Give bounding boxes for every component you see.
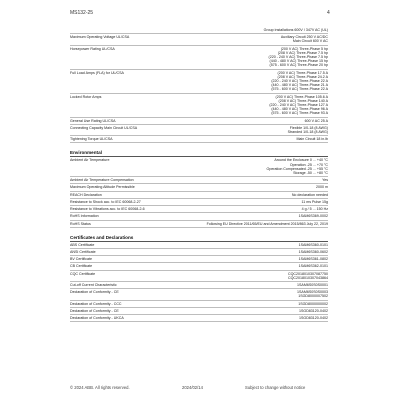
spec-row — [70, 290, 328, 298]
row-divider — [70, 205, 328, 206]
spec-label: Tightening Torque UL/CSA — [70, 137, 113, 142]
spec-row — [70, 316, 328, 320]
row-divider — [70, 33, 328, 34]
spec-value: (200 V AC) Three-Phase 105.6 A — [275, 94, 328, 99]
footer-notice: Subject to change without notice — [245, 385, 306, 390]
row-divider — [70, 255, 328, 256]
spec-row — [70, 185, 328, 189]
spec-value: 1SAM6S0S0S0001 — [297, 282, 328, 287]
spec-label: Connecting Capacity Main Circuit UL/CSA — [70, 125, 138, 130]
spec-row — [70, 35, 328, 43]
row-divider — [70, 227, 328, 228]
spec-row — [70, 257, 328, 261]
row-divider — [70, 300, 328, 301]
row-divider — [70, 288, 328, 289]
row-divider — [70, 241, 328, 242]
document-id: MS132-25 — [70, 10, 94, 16]
spec-value: Main Circuit 600 V AC — [292, 39, 328, 44]
spec-value: Yes — [322, 178, 328, 183]
spec-row — [70, 302, 328, 306]
spec-label: Locked Rotor Amps — [70, 94, 102, 99]
spec-value: Operation Compensated -25 ... +55 °C — [266, 166, 328, 171]
row-divider — [70, 142, 328, 143]
row-divider — [70, 307, 328, 308]
spec-value: 1SAM6S369-0002 — [298, 214, 328, 219]
spec-value: 1SAM6S0S0S0003 — [297, 290, 328, 295]
spec-row — [70, 28, 328, 32]
spec-label: Horsepower Rating UL/CSA — [70, 46, 115, 51]
spec-row — [70, 193, 328, 197]
row-divider — [70, 117, 328, 118]
spec-row — [70, 207, 328, 211]
spec-value: (440 - 480 V AC) Three-Phase 96 A — [271, 107, 328, 112]
row-divider — [70, 198, 328, 199]
spec-value: (220 - 240 V AC) Three-Phase 22 A — [271, 79, 328, 84]
spec-label: Declaration of Conformity - CE — [70, 290, 119, 295]
spec-value: Storage -50 ... +80 °C — [293, 171, 328, 176]
spec-value: CQC2018010307043864 — [288, 275, 328, 280]
spec-row — [70, 214, 328, 218]
spec-label: General Use Rating UL/CSA — [70, 118, 116, 123]
spec-value: (208 V AC) Three-Phase 7.5 hp — [277, 50, 328, 55]
spec-value: 1SGD83120-0402 — [299, 308, 328, 313]
spec-value: (220 - 240 V AC) Three-Phase 7.5 hp — [268, 55, 328, 60]
spec-row — [70, 264, 328, 268]
spec-value: 1SGD8000007502 — [298, 294, 328, 299]
spec-label: Cut-off Current Characteristic — [70, 282, 117, 287]
spec-label: ABS Certificate — [70, 242, 95, 247]
spec-value: 1SGD8000000002 — [298, 301, 328, 306]
row-divider — [70, 212, 328, 213]
spec-label: Resistance to Vibrations acc. to IEC 60068-2-6 — [70, 207, 145, 212]
spec-value: Flexible 1/0-18 (8 AWG) — [289, 125, 328, 130]
spec-value: 1SAM6S360-0602 — [298, 249, 328, 254]
spec-value: 11 ms Pulse 15g — [301, 199, 328, 204]
row-divider — [70, 124, 328, 125]
spec-value: Around the Enclosure 0 ... +40 °C — [274, 158, 328, 163]
spec-value: CQC2018010307087750 — [288, 271, 328, 276]
spec-label: Resistance to Shock acc. to IEC 60068-2-27 — [70, 199, 141, 204]
row-divider — [70, 45, 328, 46]
page-number: 4 — [327, 10, 330, 16]
row-divider — [70, 156, 328, 157]
spec-value: (208 V AC) Three-Phase 140 A — [278, 98, 328, 103]
spec-value: (440 - 480 V AC) Three-Phase 15 hp — [269, 59, 328, 64]
spec-value: Group installations 600V / 347V AC (UL) — [263, 28, 328, 32]
spec-value: 2000 m — [316, 185, 328, 190]
spec-label: BV Certificate — [70, 257, 92, 262]
spec-label: RoHS Information — [70, 214, 99, 219]
spec-value: (575 - 600 V AC) Three-Phase 20 hp — [269, 63, 328, 68]
spec-row — [70, 222, 328, 226]
spec-value: (575 - 600 V AC) Three-Phase 22 A — [271, 87, 328, 92]
section-title-certificates: Certificates and Declarations — [70, 234, 134, 240]
spec-label: Declaration of Conformity - CCC — [70, 301, 122, 306]
spec-label: Maximum Operating Voltage UL/CSA — [70, 35, 130, 40]
spec-table — [70, 28, 328, 323]
spec-label: ANSI Certificate — [70, 249, 96, 254]
footer-date: 2024/02/14 — [182, 385, 203, 390]
spec-label: CB Certificate — [70, 264, 93, 269]
spec-label: Ambient Air Temperature — [70, 158, 110, 163]
spec-value: 4 g / 5 ... 150 Hz — [301, 207, 328, 212]
row-divider — [70, 93, 328, 94]
spec-label: Declaration of Conformity - CE — [70, 308, 119, 313]
spec-label: REACH Declaration — [70, 192, 102, 197]
row-divider — [70, 314, 328, 315]
spec-value: Main Circuit 18 in.lb — [296, 137, 328, 142]
spec-label: Declaration of Conformity - UKCA — [70, 315, 124, 320]
row-divider — [70, 183, 328, 184]
footer-copyright: © 2024 ABB. All rights reserved. — [70, 385, 130, 390]
spec-value: Auxiliary Circuit 250 V AC/DC — [280, 35, 328, 40]
spec-row — [70, 250, 328, 254]
spec-row — [70, 309, 328, 313]
spec-value: Stranded 1/0-18 (8 AWG) — [287, 130, 328, 135]
spec-row — [70, 137, 328, 141]
spec-row — [70, 158, 328, 175]
spec-label: Maximum Operating Altitude Permissible — [70, 185, 135, 190]
row-divider — [70, 270, 328, 271]
spec-value: Operation -25 ... +70 °C — [289, 162, 328, 167]
row-divider — [70, 191, 328, 192]
row-divider — [70, 281, 328, 282]
spec-value: 1SAM6S362-0101 — [298, 264, 328, 269]
spec-value: (440 - 480 V AC) Three-Phase 21 A — [271, 83, 328, 88]
row-divider — [70, 135, 328, 136]
spec-value: (208 V AC) Three-Phase 24.2 A — [277, 74, 328, 79]
spec-value: 1SAM6S361-0802 — [298, 257, 328, 262]
spec-value: 1SGD83120-0402 — [299, 315, 328, 320]
spec-value: (575 - 600 V AC) Three-Phase 93 A — [271, 111, 328, 116]
spec-row — [70, 283, 328, 287]
spec-value: (200 V AC) Three-Phase 5 hp — [280, 46, 328, 51]
row-divider — [70, 321, 328, 322]
row-divider — [70, 248, 328, 249]
spec-label: Ambient Air Temperature Compensation — [70, 178, 134, 183]
spec-label: Full Load Amps (FLA) for UL/CSA — [70, 70, 124, 75]
section-title-environmental: Environmental — [70, 150, 102, 156]
spec-label: RoHS Status — [70, 221, 91, 226]
spec-label: CQC Certificate — [70, 271, 96, 276]
spec-value: 1SAM6S360-0101 — [298, 242, 328, 247]
spec-value: Following EU Directive 2011/65/EU and Amendment 2015/863 July 22, 2019 — [206, 221, 328, 226]
spec-value: No declaration needed — [291, 192, 328, 197]
spec-row — [70, 71, 328, 92]
spec-row — [70, 95, 328, 116]
spec-row — [70, 126, 328, 134]
spec-row — [70, 119, 328, 123]
spec-row — [70, 47, 328, 68]
row-divider — [70, 176, 328, 177]
spec-row — [70, 178, 328, 182]
row-divider — [70, 69, 328, 70]
spec-value: (220 - 240 V AC) Three-Phase 127 A — [269, 103, 328, 108]
spec-row — [70, 243, 328, 247]
row-divider — [70, 220, 328, 221]
spec-value: (200 V AC) Three-Phase 17.5 A — [277, 70, 328, 75]
spec-row — [70, 200, 328, 204]
spec-row — [70, 272, 328, 280]
row-divider — [70, 262, 328, 263]
spec-value: 600 V AC 25 A — [304, 118, 328, 123]
